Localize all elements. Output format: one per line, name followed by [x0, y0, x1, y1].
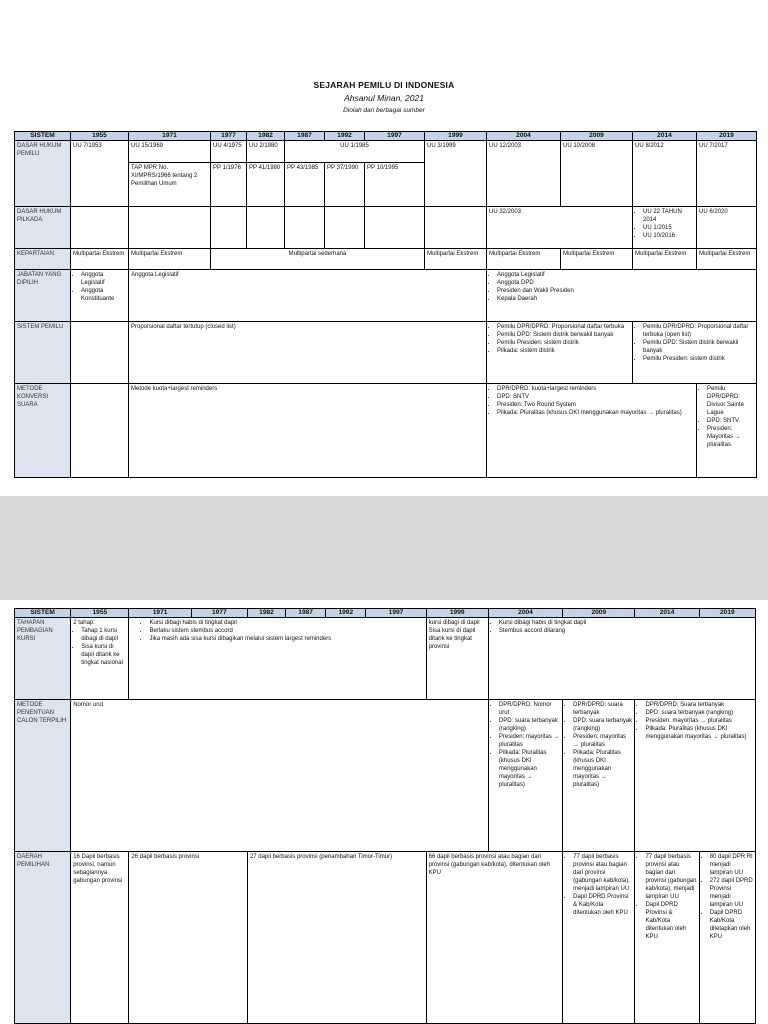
cell: UU 8/2012 — [633, 141, 697, 207]
list-item: • DPD: suara terbanyak (rangking) — [645, 709, 753, 717]
cell: Multipartai Ekstrem — [71, 249, 129, 270]
table-row — [15, 852, 756, 1024]
cell — [247, 207, 285, 249]
list-item: • Pilkada: Pluralitas (khusus DKI menggunakan mayoritas → pluralitas) — [499, 749, 560, 789]
cell: Nomor urut — [71, 700, 489, 852]
header-1955: 1955 — [71, 609, 129, 618]
header-1997: 1997 — [366, 609, 426, 618]
header-1999: 1999 — [426, 609, 488, 618]
header-row — [15, 609, 756, 618]
list — [635, 323, 754, 363]
header-2009: 2009 — [561, 132, 633, 141]
header-sistem: SISTEM — [15, 132, 71, 141]
cell: Multipartai Ekstrem — [425, 249, 487, 270]
cell — [71, 618, 129, 700]
list-item: • DPR/DPRD: Nomor urut — [499, 701, 560, 717]
cell — [425, 207, 487, 249]
cell: PP 10/1995 — [365, 163, 425, 207]
header-1971: 1971 — [129, 132, 211, 141]
header-row — [15, 132, 757, 141]
header-sistem: SISTEM — [15, 609, 71, 618]
list-item: • UU 1/2015 — [643, 224, 694, 232]
row-label-metode-konversi: METODE KONVERSI SUARA — [15, 384, 71, 478]
list-item: • UU 22 TAHUN 2014 — [643, 208, 694, 224]
list — [491, 701, 560, 789]
cell — [365, 207, 425, 249]
cell: 16 Dapil berbasis provinsi, namun sebagiannya gabungan provinsi — [71, 852, 129, 1024]
row-label-dasar-hukum-pilkada: DASAR HUKUM PILKADA — [15, 207, 71, 249]
header-1977: 1977 — [211, 132, 247, 141]
table-row — [15, 141, 757, 163]
list-item: • Jika masih ada sisa kursi dibagikan melalui sistem largest reminders — [149, 635, 423, 643]
header-2019: 2019 — [699, 609, 755, 618]
list-item: • Pemilu DPD: Sistem distrik berwakil banyak — [497, 331, 630, 339]
cell: Anggota Legislatif — [129, 270, 487, 322]
cell — [563, 700, 635, 852]
cell — [633, 207, 697, 249]
header-1997: 1997 — [365, 132, 425, 141]
list-item: • Presiden: mayoritas → pluralitas — [499, 733, 560, 749]
header-1971: 1971 — [129, 609, 191, 618]
list-item: • Kursi dibagi habis di tingkat dapil — [149, 619, 423, 627]
cell — [487, 322, 633, 384]
document-source: Diolah dari berbagai sumber — [343, 107, 425, 114]
cell: Multipartai sederhana — [211, 249, 425, 270]
list-item: • Kursi dibagi habis di tingkat dapil — [499, 619, 753, 627]
list — [131, 619, 423, 643]
cell: Metode kuota+largest reminders — [129, 384, 487, 478]
list-item: • 272 dapil DPRD Provinsi menjadi lampiran UU — [710, 877, 753, 909]
cell: UU 4/1975 — [211, 141, 247, 163]
election-history-table-2 — [14, 608, 756, 1024]
cell: 66 dapil berbasis provinsi atau bagian dari provinsi (gabungan kab/kota), ditentukan oleh KPU — [426, 852, 563, 1024]
cell — [635, 852, 699, 1024]
table-row — [15, 207, 757, 249]
row-label-dasar-hukum-pemilu: DASAR HUKUM PEMILU — [15, 141, 71, 207]
document-author: Ahsanul Minan, 2021 — [344, 93, 424, 103]
list-item: • Pilkada: Pluralitas (khusus DKI menggunakan mayoritas → pluralitas) — [645, 725, 753, 741]
row-label-daerah-pemilihan: DAERAH PEMILIHAN — [15, 852, 71, 1024]
cell — [487, 384, 697, 478]
list-item: • Pemilu Presiden: sistem distrik — [497, 339, 630, 347]
list-item: • Pemilu Presiden: sistem distrik — [643, 355, 754, 363]
cell: Proporsional daftar tertutup (closed list) — [129, 322, 487, 384]
cell: kursi dibagi di dapil Sisa kursi di dapil ditarik ke tingkat provinsi — [426, 618, 488, 700]
list-item: • Pemilu DPR/DPRD: Proporsional daftar terbuka (open list) — [643, 323, 754, 339]
cell — [488, 618, 755, 700]
list-item: • Pemilu DPR/DPRD: Proporsional daftar terbuka — [497, 323, 630, 331]
list-item: • Stembus accord dilarang — [499, 627, 753, 635]
table-row — [15, 322, 757, 384]
list-item: • Anggota DPD — [497, 279, 754, 287]
list — [489, 323, 630, 355]
row-label-jabatan: JABATAN YANG DIPILIH — [15, 270, 71, 322]
cell — [71, 322, 129, 384]
document-title: SEJARAH PEMILU DI INDONESIA — [313, 80, 455, 90]
cell: PP 1/1976 — [211, 163, 247, 207]
cell: Multipartai Ekstrem — [129, 249, 211, 270]
cell: UU 15/1969 — [129, 141, 211, 163]
list-item: • Dapil DPRD Provinsi & Kab/Kota ditentukan oleh KPU — [573, 893, 632, 917]
cell: UU 7/1953 — [71, 141, 129, 207]
cell: UU 6/2020 — [697, 207, 757, 249]
cell — [325, 207, 365, 249]
table-row — [15, 249, 757, 270]
cell — [487, 270, 757, 322]
cell: UU 7/2017 — [697, 141, 757, 207]
header-2014: 2014 — [633, 132, 697, 141]
list — [489, 385, 694, 417]
list — [565, 853, 632, 917]
list-item: • Tahap 1 kursi dibagi di dapil — [81, 627, 126, 643]
list-item: • Pilkada: Pluralitas (khusus DKI menggunakan mayoritas → pluralitas) — [573, 749, 632, 789]
row-label-sistem-pemilu: SISTEM PEMILU — [15, 322, 71, 384]
header-1987: 1987 — [285, 132, 325, 141]
cell — [563, 852, 635, 1024]
header-1992: 1992 — [325, 132, 365, 141]
cell: UU 12/2003 — [487, 141, 561, 207]
cell — [633, 322, 757, 384]
header-2009: 2009 — [563, 609, 635, 618]
document-page-1 — [0, 0, 768, 496]
list — [491, 619, 753, 635]
header-1999: 1999 — [425, 132, 487, 141]
row-label-tahapan: TAHAPAN PEMBAGIAN KURSI — [15, 618, 71, 700]
document-page-2 — [0, 600, 768, 1024]
cell: Multipartai Ekstrem — [697, 249, 757, 270]
list-item: • Presiden: Two Round System — [497, 401, 694, 409]
table-row — [15, 700, 756, 852]
header-2004: 2004 — [488, 609, 562, 618]
list-item: • Dapil DPRD Kab/Kota ditetapkan oleh KPU — [710, 909, 753, 941]
header-1982: 1982 — [247, 132, 285, 141]
list-item: • DPR/DPRD: suara terbanyak — [573, 701, 632, 717]
list-item: • Presiden: mayoritas → pluralitas — [573, 733, 632, 749]
list — [489, 271, 754, 303]
cell — [699, 852, 755, 1024]
list-item: • Pilkada: Pluralitas (khusus DKI menggunakan mayoritas → pluralitas) — [497, 409, 694, 417]
list-item: • DPD: suara terbanyak (rangking) — [573, 717, 632, 733]
cell: UU 1/1985 — [285, 141, 425, 163]
cell: UU 2/1980 — [247, 141, 285, 163]
cell — [285, 207, 325, 249]
cell: 26 dapil berbasis provinsi — [129, 852, 247, 1024]
list-item: • 77 dapil berbasis provinsi atau bagian dari provinsi (gabungan kab/kota), menjadi lampiran UU — [573, 853, 632, 893]
list-item: • Pemilu DPD: Sistem distrik berwakil banyak — [643, 339, 754, 355]
cell: Multipartai Ekstrem — [487, 249, 561, 270]
list-item: • Berlaku sistem stembus accord — [149, 627, 423, 635]
header-1955: 1955 — [71, 132, 129, 141]
header-1992: 1992 — [326, 609, 366, 618]
list-item: • DPD: suara terbanyak (rangking) — [499, 717, 560, 733]
list-item: • Anggota Konstituante — [81, 287, 126, 303]
cell — [71, 207, 129, 249]
list-item: • DPD: SNTV — [497, 393, 694, 401]
header-2014: 2014 — [635, 609, 699, 618]
list-item: • Pilkada: sistem distrik — [497, 347, 630, 355]
table-row — [15, 270, 757, 322]
cell-intro: 2 tahap: — [73, 620, 95, 626]
list-item: • Kepala Daerah — [497, 295, 754, 303]
list-item: • Sisa kursi di dapil ditarik ke tingkat nasional — [81, 643, 126, 667]
list-item: • Anggota Legislatif — [497, 271, 754, 279]
cell — [211, 207, 247, 249]
cell: UU 3/1999 — [425, 141, 487, 207]
list — [637, 853, 696, 941]
cell: TAP MPR No. XI/MPRS/1966 tentang 2 Pemilihan Umum — [129, 163, 211, 207]
table-row — [15, 618, 756, 700]
header-2019: 2019 — [697, 132, 757, 141]
list-item: • DPR/DPRD: kuota+largest reminders — [497, 385, 694, 393]
list — [73, 627, 126, 667]
list-item: • Pemilu DPR/DPRD: Divisor Sainte Lague — [707, 385, 754, 417]
cell — [488, 700, 562, 852]
header-1977: 1977 — [191, 609, 247, 618]
list-item: • Presiden dan Wakil Presiden — [497, 287, 754, 295]
list — [637, 701, 753, 741]
list — [635, 208, 694, 240]
cell — [635, 700, 756, 852]
list-item: • Dapil DPRD Provinsi & Kab/Kota ditentukan oleh KPU — [645, 901, 696, 941]
cell — [71, 270, 129, 322]
row-label-kepartaian: KEPARTAIAN — [15, 249, 71, 270]
cell: UU 32/2003 — [487, 207, 633, 249]
cell: Multipartai Ekstrem — [561, 249, 633, 270]
list — [699, 385, 754, 449]
list-item: • 77 dapil berbasis provinsi atau bagian dari provinsi (gabungan kab/kota), menjadi lampiran UU — [645, 853, 696, 901]
header-2004: 2004 — [487, 132, 561, 141]
cell: UU 10/2008 — [561, 141, 633, 207]
cell: 27 dapil berbasis provinsi (penambahan Timor-Timur) — [247, 852, 426, 1024]
list — [73, 271, 126, 303]
header-1987: 1987 — [286, 609, 326, 618]
header-1982: 1982 — [247, 609, 285, 618]
list-item: • Presiden: Mayoritas → pluralitas — [707, 425, 754, 449]
cell — [71, 384, 129, 478]
cell: PP 41/1980 — [247, 163, 285, 207]
list — [702, 853, 753, 941]
list-item: • Presiden: mayoritas → pluralitas — [645, 717, 753, 725]
list-item: • DPD: SNTV — [707, 417, 754, 425]
row-label-metode-penentuan: METODE PENENTUAN CALON TERPILIH — [15, 700, 71, 852]
list-item: • 80 dapil DPR RI menjadi lampiran UU — [710, 853, 753, 877]
list-item: • DPR/DPRD: Suara terbanyak — [645, 701, 753, 709]
list — [565, 701, 632, 789]
cell: PP 37/1990 — [325, 163, 365, 207]
cell — [129, 618, 426, 700]
list-item: • UU 10/2016 — [643, 232, 694, 240]
cell — [129, 207, 211, 249]
cell: PP 43/1985 — [285, 163, 325, 207]
election-history-table-1 — [14, 131, 757, 478]
table-row — [15, 384, 757, 478]
cell: Multipartai Ekstrem — [633, 249, 697, 270]
cell — [697, 384, 757, 478]
list-item: • Anggota Legislatif — [81, 271, 126, 287]
